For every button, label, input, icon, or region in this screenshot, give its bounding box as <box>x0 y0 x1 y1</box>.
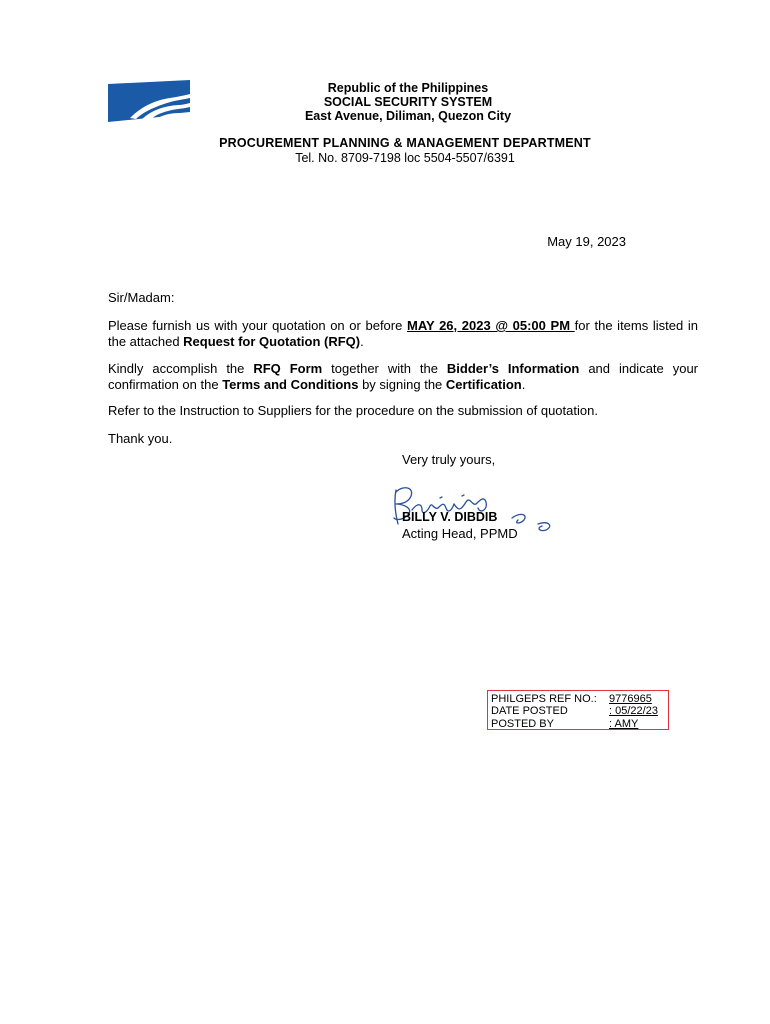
stamp-row <box>491 718 665 730</box>
terms-and-conditions: Terms and Conditions <box>222 376 359 392</box>
agency-name: SOCIAL SECURITY SYSTEM <box>323 95 493 109</box>
department-phone: Tel. No. 8709-7198 loc 5504-5507/6391 <box>295 151 515 165</box>
country-name: Republic of the Philippines <box>327 81 489 95</box>
stamp-value: : 05/22/23 <box>609 705 658 718</box>
stamp-label: POSTED BY <box>491 717 554 730</box>
p1-text-c: . <box>360 333 364 349</box>
letterhead <box>178 81 638 123</box>
deadline: MAY 26, 2023 @ 05:00 PM <box>406 318 575 333</box>
stamp-value: : AMY <box>609 717 639 730</box>
bidder-information: Bidder’s Information <box>446 361 580 376</box>
department-name: PROCUREMENT PLANNING & MANAGEMENT DEPARTMENT <box>219 136 591 150</box>
letter-date: May 19, 2023 <box>547 234 626 249</box>
paragraph-refer: Refer to the Instruction to Suppliers for the procedure on the submission of quotation. <box>108 403 598 418</box>
rfq-form: RFQ Form <box>253 361 323 376</box>
philgeps-stamp <box>487 690 669 730</box>
p2-text-e: . <box>521 376 526 392</box>
stamp-value: 9776965 <box>609 693 652 705</box>
closing: Very truly yours, <box>402 452 496 467</box>
paragraph-quotation-deadline <box>108 318 698 349</box>
stamp-label: DATE POSTED <box>491 705 568 718</box>
signatory-name: BILLY V. DIBDIB <box>402 510 498 524</box>
p2-text-b: together with the <box>322 361 447 376</box>
department-header <box>140 136 670 166</box>
certification: Certification <box>445 376 522 392</box>
p1-text-a: Please furnish us with your quotation on or before <box>108 318 407 333</box>
p2-text-a: Kindly accomplish the <box>108 361 254 376</box>
stamp-row <box>491 705 665 717</box>
p1-text-b: for the items listed in the attached <box>108 318 698 349</box>
thanks: Thank you. <box>108 431 173 446</box>
salutation: Sir/Madam: <box>108 290 175 305</box>
stamp-row <box>491 693 665 705</box>
paragraph-instructions <box>108 361 698 392</box>
rfq-reference: Request for Quotation (RFQ) <box>183 333 361 349</box>
p2-text-d: by signing the <box>358 376 446 392</box>
agency-address: East Avenue, Diliman, Quezon City <box>304 109 512 123</box>
handwritten-signature <box>388 480 558 532</box>
p2-text-c: and indicate your confirmation on the <box>108 361 698 392</box>
stamp-label: PHILGEPS REF NO.: <box>491 693 597 705</box>
signatory-title: Acting Head, PPMD <box>402 526 518 541</box>
